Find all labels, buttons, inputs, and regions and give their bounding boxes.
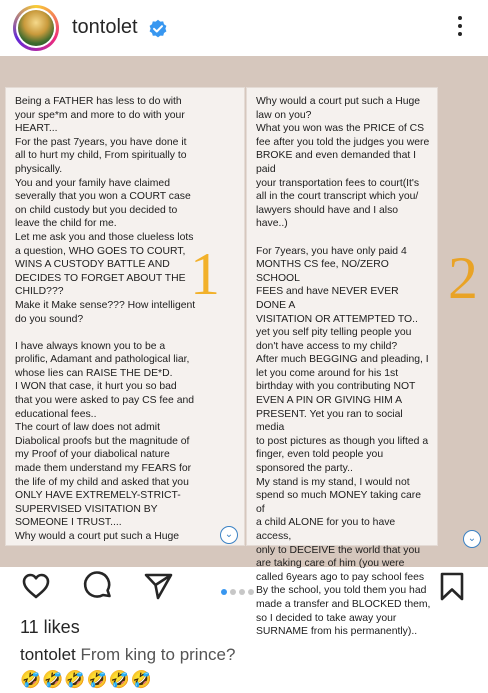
heart-icon[interactable] (20, 570, 52, 602)
screenshot-page-2 (247, 88, 437, 638)
page-number-1: 1 (190, 241, 220, 307)
caption-emojis: 🤣🤣🤣🤣🤣🤣 (20, 670, 154, 689)
carousel-dot (248, 589, 254, 595)
bookmark-icon[interactable] (436, 570, 468, 602)
caption (20, 645, 480, 665)
chevron-down-icon: ⌄ (220, 526, 238, 544)
avatar-image (18, 10, 54, 46)
page-2-text: Why would a court put such a Huge law on you? What you won was the PRICE of CS fee after you told the judges you were BROKE and even demanded that I paid your transportation fees to court(It's all in the court transcript which you/ lawyers should have and I also have..) For 7years, you have only paid 4 MONTHS CS fee, NO/ZERO SCHOOL FEES and have NEVER EVER DONE A VISITATION OR ATTEMPTED TO.. yet you self pity telling people you don't have access to my child? After much BEGGING and pleading, I let you come around for his 1st birthday with you contributing NOT EVEN A PIN OR GIVING HIM A PRESENT. Yet you ran to social media to post pictures as though you lifted a finger, even told people you sponsored the party.. My stand is my stand, I would not spend so much MONEY taking care of a child ALONE for you to have access, only to DECEIVE the world that you are taking care of him (you were called 6years ago to pay school fees By the school, you told them you had made a transfer and BLOCKED them, so I decided to take away your SURNAME from his permanently).. (256, 96, 431, 638)
send-icon[interactable] (142, 570, 174, 602)
caption-text: From king to prince? (80, 645, 236, 664)
likes-count[interactable]: 11 likes (20, 617, 80, 637)
carousel-dot-active (221, 589, 227, 595)
avatar[interactable] (13, 5, 59, 51)
carousel-indicator (221, 582, 271, 590)
verified-badge-icon (148, 19, 168, 39)
page-1-text: Being a FATHER has less to do with your spe*m and more to do with your HEART... For the past 7years, you have done it all to hurt my child, From spiritually to physically. You and your family have claimed severally that you won a COURT case on child custody but you decided to leave the child for me. Let me ask you and those clueless lots a question, WHO GOES TO COURT, WINS A CUSTODY BATTLE AND DECIDES TO FORGET ABOUT THE CHILD??? Make it Make sense??? How intelligent do you sound? I have always known you to be a prolific, Adamant and pathological liar, whose lies can RAISE THE DE*D. I WON that case, it hurt you so bad that you were asked to pay CS fee and educational fees.. The court of law does not admit Diabolical proofs but the magnitude of my Proof of your diabolical nature made them understand my FEARS for the life of my child and asked that you ONLY HAVE EXTREMELY-STRICT- SUPERVISED VISITATION BY SOMEONE I TRUST.... Why would a court put such a Huge (15, 96, 196, 542)
carousel-dot (230, 589, 236, 595)
more-options-icon[interactable] (450, 14, 470, 40)
post-header (0, 0, 488, 56)
carousel-dot (239, 589, 245, 595)
comment-icon[interactable] (82, 570, 114, 602)
avatar-frame (16, 8, 56, 48)
post-actions (0, 567, 488, 611)
page-number-2: 2 (448, 245, 478, 311)
chevron-down-icon: ⌄ (463, 530, 481, 548)
username-link[interactable]: tontolet (72, 16, 138, 38)
caption-username[interactable]: tontolet (20, 645, 76, 664)
screenshot-page-1 (6, 88, 244, 545)
